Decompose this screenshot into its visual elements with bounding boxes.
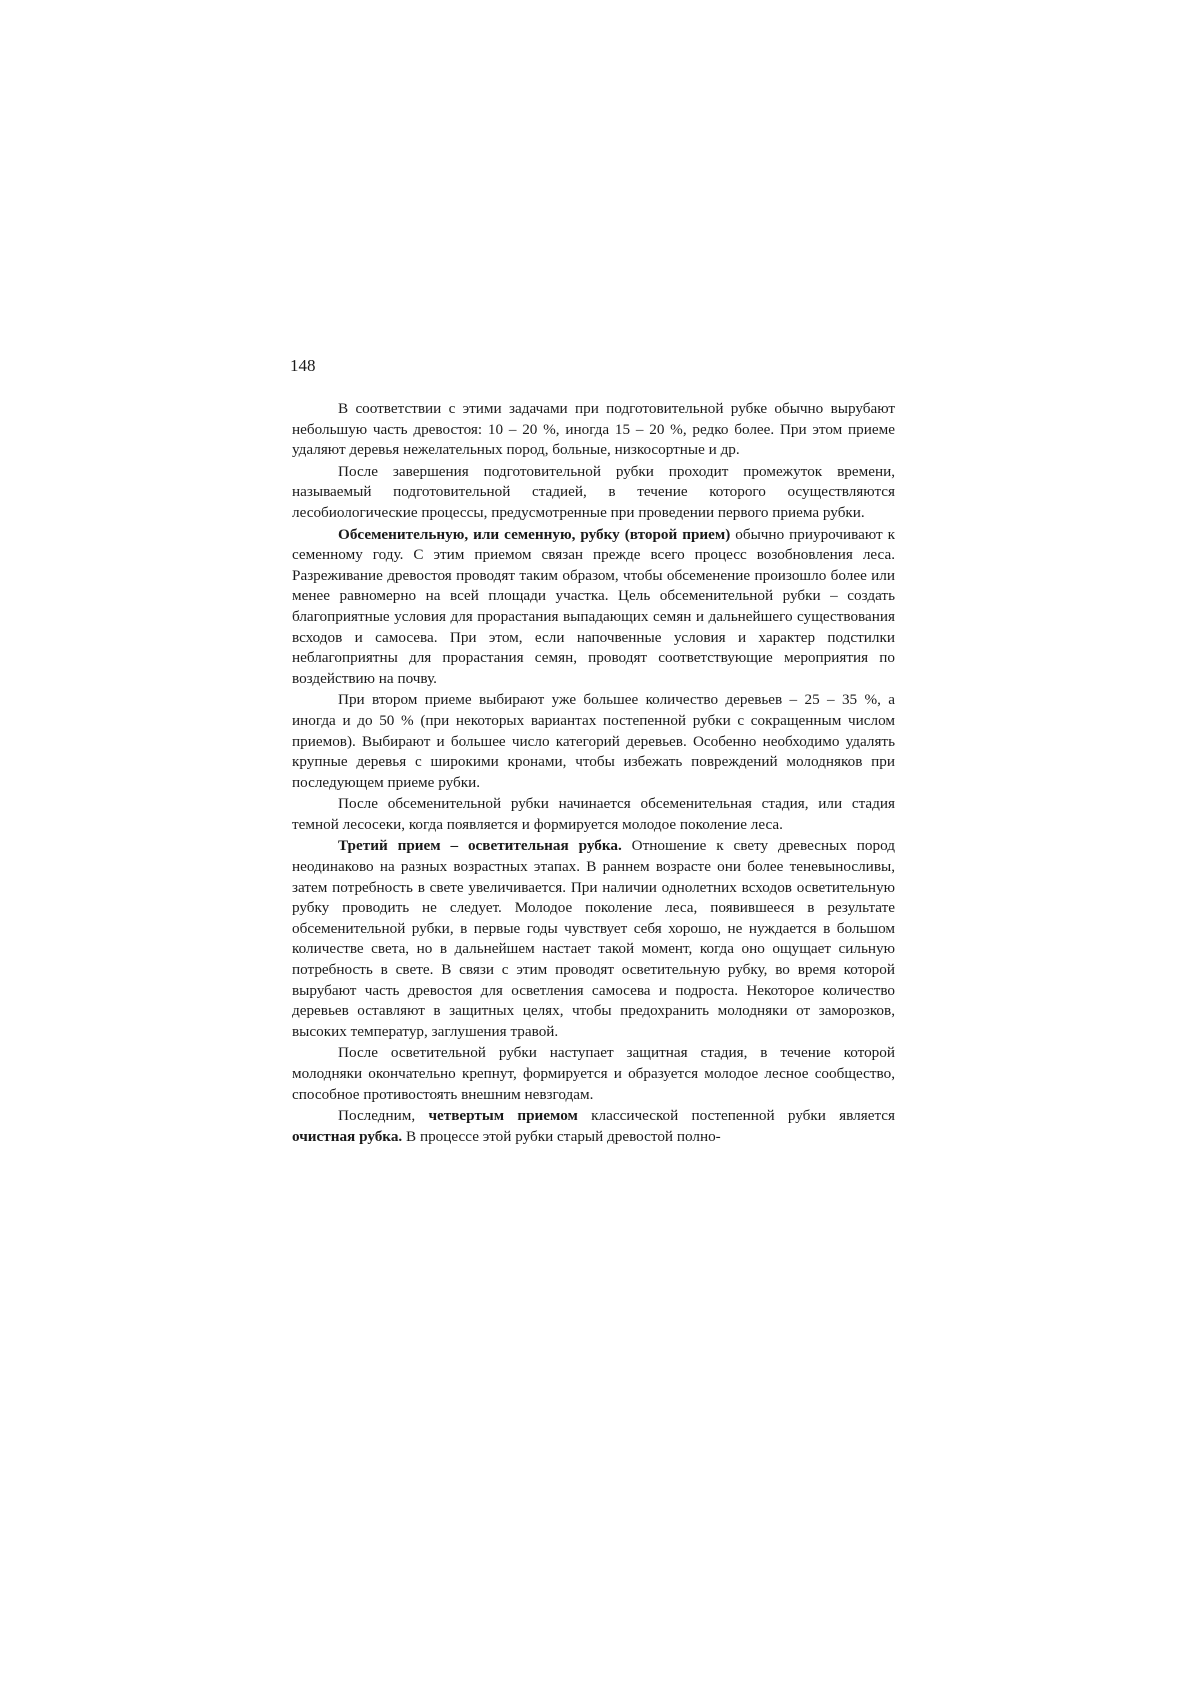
paragraph-6: Третий прием – осветительная рубка. Отношение к свету древесных пород неодинаково на разных возрастных этапах. В раннем возрасте они более теневыносливы, затем потребность в свете увеличивается. При наличии однолетних всходов осветительную рубку проводить не следует. Молодое поколение леса, появившееся в результате обсеменительной рубки, в первые годы чувствует себя хорошо, не нуждается в большом количестве света, но в дальнейшем настает такой момент, когда оно ощущает сильную потребность в свете. В связи с этим проводят осветительную рубку, во время которой вырубают часть древостоя для осветления самосева и подроста. Некоторое количество деревьев оставляют в защитных целях, чтобы предохранить молодняки от заморозков, высоких температур, заглушения травой. (292, 837, 895, 1040)
paragraph-5: После обсеменительной рубки начинается обсеменительная стадия, или стадия темной лесосеки, когда появляется и формируется молодое поколение леса. (292, 795, 895, 833)
paragraph-8: Последним, четвертым приемом классической постепенной рубки является очистная рубка. В процессе этой рубки старый древостой полно- (292, 1107, 895, 1145)
paragraph-1: В соответствии с этими задачами при подготовительной рубке обычно вырубают небольшую часть древостоя: 10 – 20 %, иногда 15 – 20 %, редко более. При этом приеме удаляют деревья нежелательных пород, больные, низкосортные и др. (292, 400, 895, 459)
body-text (292, 399, 895, 1147)
term-seed-cutting: Обсеменительную, или семенную, рубку (второй прием) (338, 525, 731, 543)
paragraph-7: После осветительной рубки наступает защитная стадия, в течение которой молодняки окончательно крепнут, формируется и образуется молодое лесное сообщество, способное противостоять внешним невзгодам. (292, 1044, 895, 1103)
paragraph-2: После завершения подготовительной рубки проходит промежуток времени, называемый подготовительной стадией, в течение которого осуществляются лесобиологические процессы, предусмотренные при проведении первого приема рубки. (292, 462, 895, 521)
term-final-cutting: очистная рубка. (292, 1127, 403, 1145)
paragraph-3: Обсеменительную, или семенную, рубку (второй прием) обычно приурочивают к семенному году. С этим приемом связан прежде всего процесс возобновления леса. Разреживание древостоя проводят таким образом, чтобы обсеменение произошло более или менее равномерно на всей площади участка. Цель обсеменительной рубки – создать благоприятные условия для прорастания выпадающих семян и дальнейшего существования всходов и самосева. При этом, если напочвенные условия и характер подстилки неблагоприятны для прорастания семян, проводят соответствующие мероприятия по воздействию на почву. (292, 525, 895, 687)
paragraph-4: При втором приеме выбирают уже большее количество деревьев – 25 – 35 %, а иногда и до 50 % (при некоторых вариантах постепенной рубки с сокращенным числом приемов). Выбирают и большее число категорий деревьев. Особенно необходимо удалять крупные деревья с широкими кронами, чтобы избежать повреждений молодняков при последующем приеме рубки. (292, 691, 895, 791)
term-fourth-stage: четвертым приемом (428, 1107, 578, 1125)
term-light-cutting: Третий прием – осветительная рубка. (338, 837, 622, 855)
page-number: 148 (290, 356, 316, 375)
